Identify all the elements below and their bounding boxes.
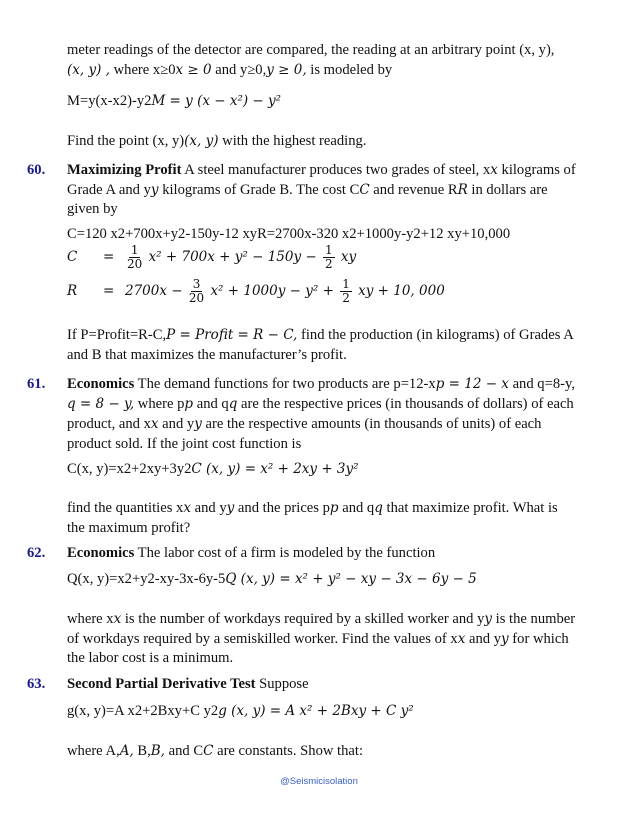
problem-62-title: Economics bbox=[67, 545, 135, 561]
problem-60-line-3: given by bbox=[67, 201, 118, 217]
problem-61-line-4: product sold. If the joint cost function is bbox=[67, 436, 302, 452]
intro-equation: M=y(x-x2)-y2M = y (x − x²) − y² bbox=[67, 93, 282, 109]
problem-63-title: Second Partial Derivative Test bbox=[67, 676, 256, 692]
intro-line-1: meter readings of the detector are compared, the reading at an arbitrary point (x, y), bbox=[67, 42, 555, 58]
problem-62-where-line-3: the labor cost is a minimum. bbox=[67, 650, 234, 666]
problem-61-title: Economics bbox=[67, 376, 135, 392]
watermark-footer: @Seismicisolation bbox=[280, 776, 358, 787]
problem-number-60: 60. bbox=[27, 162, 46, 178]
problem-60-plain-equations: C=120 x2+700x+y2-150y-12 xyR=2700x-320 x2+1000y-y2+12 xy+10,000 bbox=[67, 226, 511, 242]
problem-63-where-line: where A,A, B,B, and CC are constants. Show that: bbox=[67, 743, 363, 759]
labor-cost-equation: Q(x, y)=x2+y2-xy-3x-6y-5Q (x, y) = x² + y² − xy − 3x − 6y − 5 bbox=[67, 571, 477, 587]
problem-63-line-1: Second Partial Derivative Test Suppose bbox=[67, 676, 309, 692]
problem-61-find-line-2: the maximum profit? bbox=[67, 520, 191, 536]
problem-61-line-2: q = 8 − y, where pp and qq are the respective prices (in thousands of dollars) of each bbox=[67, 396, 574, 412]
cost-equation: C = $\frac{1}{20}$ x² + 700x + y² − 150y − $\frac{1}{2}$ xy bbox=[67, 243, 357, 271]
intro-find-line: Find the point (x, y)(x, y) with the highest reading. bbox=[67, 133, 367, 149]
problem-60-if-line-2: and B that maximizes the manufacturer’s profit. bbox=[67, 347, 347, 363]
problem-60-title: Maximizing Profit bbox=[67, 162, 182, 178]
intro-line-2: (x, y) , where x≥0x ≥ 0 and y≥0,y ≥ 0, is modeled by bbox=[67, 62, 393, 78]
g-function-equation: g(x, y)=A x2+2Bxy+C y2g (x, y) = A x² + 2Bxy + C y² bbox=[67, 703, 414, 719]
problem-60-line-2: Grade A and yy kilograms of Grade B. The cost CC and revenue RR in dollars are bbox=[67, 182, 548, 198]
problem-62-where-line-2: of workdays required by a semiskilled worker. Find the values of xx and yy for which bbox=[67, 631, 569, 647]
problem-61-line-3: product, and xx and yy are the respective amounts (in thousands of units) of each bbox=[67, 416, 542, 432]
problem-number-62: 62. bbox=[27, 545, 46, 561]
revenue-equation: R = 2700x − $\frac{3}{20}$ x² + 1000y − y² + $\frac{1}{2}$ xy + 10, 000 bbox=[67, 277, 445, 305]
problem-60-if-line: If P=Profit=R-C,P = Profit = R − C, find the production (in kilograms) of Grades A bbox=[67, 327, 574, 343]
problem-62-where-line-1: where xx is the number of workdays required by a skilled worker and yy is the number bbox=[67, 611, 576, 627]
problem-number-61: 61. bbox=[27, 376, 46, 392]
problem-number-63: 63. bbox=[27, 676, 46, 692]
problem-61-line-1: Economics The demand functions for two products are p=12-xp = 12 − x and q=8-y, bbox=[67, 376, 575, 392]
problem-60-line-1: Maximizing Profit A steel manufacturer produces two grades of steel, xx kilograms of bbox=[67, 162, 576, 178]
problem-62-line-1: Economics The labor cost of a firm is modeled by the function bbox=[67, 545, 436, 561]
joint-cost-equation: C(x, y)=x2+2xy+3y2C (x, y) = x² + 2xy + 3y² bbox=[67, 461, 359, 477]
problem-61-find-line-1: find the quantities xx and yy and the prices pp and qq that maximize profit. What is bbox=[67, 500, 558, 516]
